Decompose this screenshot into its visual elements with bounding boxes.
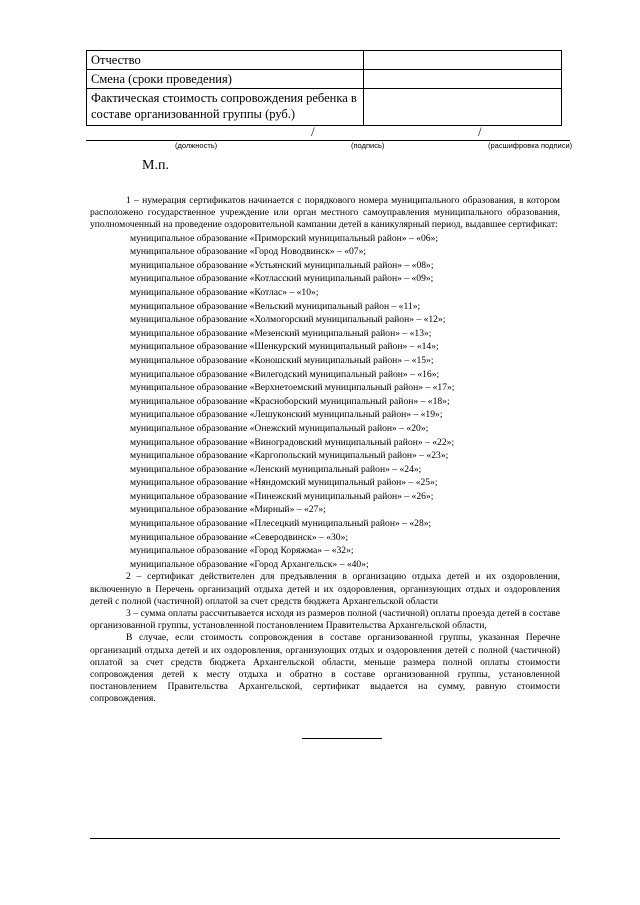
list-item: муниципальное образование «Город Архангельск» – «40»;	[130, 558, 369, 570]
list-item: муниципальное образование «Котлас» – «10»;	[130, 286, 319, 298]
list-item: муниципальное образование «Шенкурский муниципальный район» – «14»;	[130, 341, 439, 353]
list-item: муниципальное образование «Коношский муниципальный район» – «15»;	[130, 354, 434, 366]
signature-separator: /	[478, 124, 482, 139]
signature-separator: /	[311, 124, 315, 139]
list-item: муниципальное образование «Приморский муниципальный район» – «06»;	[130, 232, 439, 244]
list-item: муниципальное образование «Ленский муниципальный район» – «24»;	[130, 463, 422, 475]
list-item: муниципальное образование «Красноборский муниципальный район» – «18»;	[130, 395, 450, 407]
list-item: муниципальное образование «Город Коряжма» – «32»;	[130, 545, 354, 557]
list-item: муниципальное образование «Город Новодвинск» – «07»;	[130, 246, 367, 258]
list-item: муниципальное образование «Плесецкий муниципальный район» – «28»;	[130, 518, 432, 530]
footnote-1: 1 – нумерация сертификатов начинается с порядкового номера муниципального образования, в котором расположено государственное учреждение или орган местного самоуправления муниципального образования, уполномоченный на проведение оздоровительной кампании детей в каникулярный период, выдавшее сертификат:	[90, 195, 560, 231]
form-row-shift	[87, 70, 562, 89]
footnote-3-continuation: В случае, если стоимость сопровождения в составе организованной группы, указанная Перечне организаций отдыха детей и их оздоровления, организующих отдых и оздоровления детей с полной (частичной) оплатой за счет средств бюджета Архангельской области, меньше размера полной оплаты стоимости сопровождения детей к месту отдыха и обратно в составе организованной группы, установленной постановлением Правительства Архангельской, сертификат выдается на сумму, равную стоимости сопровождения.	[90, 632, 560, 705]
form-row-patronymic	[87, 51, 562, 70]
caption-signature: (подпись)	[351, 141, 385, 150]
form-value	[364, 89, 562, 126]
footnotes	[90, 195, 560, 706]
list-item: муниципальное образование «Устьянский муниципальный район» – «08»;	[130, 259, 434, 271]
municipality-list	[90, 232, 560, 572]
list-item: муниципальное образование «Пинежский муниципальный район» – «26»;	[130, 490, 434, 502]
list-item: муниципальное образование «Виноградовский муниципальный район» – «22»;	[130, 436, 455, 448]
form-label: Фактическая стоимость сопровождения ребенка в составе организованной группы (руб.)	[87, 89, 364, 126]
list-item: муниципальное образование «Мирный» – «27»;	[130, 504, 326, 516]
footer-rule	[90, 838, 560, 839]
list-item: муниципальное образование «Лешуконский муниципальный район» – «19»;	[130, 409, 443, 421]
list-item: муниципальное образование «Котласский муниципальный район» – «09»;	[130, 273, 434, 285]
list-item: муниципальное образование «Холмогорский муниципальный район» – «12»;	[130, 314, 446, 326]
form-label: Смена (сроки проведения)	[87, 70, 364, 89]
list-item: муниципальное образование «Вельский муниципальный район – «11»;	[130, 300, 421, 312]
list-item: муниципальное образование «Няндомский муниципальный район» – «25»;	[130, 477, 438, 489]
form-value	[364, 70, 562, 89]
footnote-2: 2 – сертификат действителен для предъявления в организацию отдыха детей и их оздоровления, включенную в Перечень организаций отдыха детей и их оздоровления, организующих отдых и оздоровления детей с полной (частичной) оплатой за счет средств бюджета Архангельской области	[90, 571, 560, 607]
end-rule	[302, 738, 382, 739]
stamp-place: М.п.	[142, 158, 169, 173]
certificate-form-table	[86, 50, 562, 126]
list-item: муниципальное образование «Северодвинск» – «30»;	[130, 531, 349, 543]
form-value	[364, 51, 562, 70]
caption-position: (должность)	[175, 141, 218, 150]
list-item: муниципальное образование «Мезенский муниципальный район» – «13»;	[130, 327, 432, 339]
form-label: Отчество	[87, 51, 364, 70]
list-item: муниципальное образование «Онежский муниципальный район» – «20»;	[130, 422, 429, 434]
list-item: муниципальное образование «Вилегодский муниципальный район» – «16»;	[130, 368, 440, 380]
footnote-3: 3 – сумма оплаты рассчитывается исходя из размеров полной (частичной) оплаты проезда детей в составе организованной группы, установленной постановлением Правительства Архангельской области,	[90, 608, 560, 632]
caption-name-decoding: (расшифровка подписи)	[488, 141, 573, 150]
form-row-cost	[87, 89, 562, 126]
list-item: муниципальное образование «Каргопольский муниципальный район» – «23»;	[130, 450, 449, 462]
list-item: муниципальное образование «Верхнетоемский муниципальный район» – «17»;	[130, 382, 455, 394]
